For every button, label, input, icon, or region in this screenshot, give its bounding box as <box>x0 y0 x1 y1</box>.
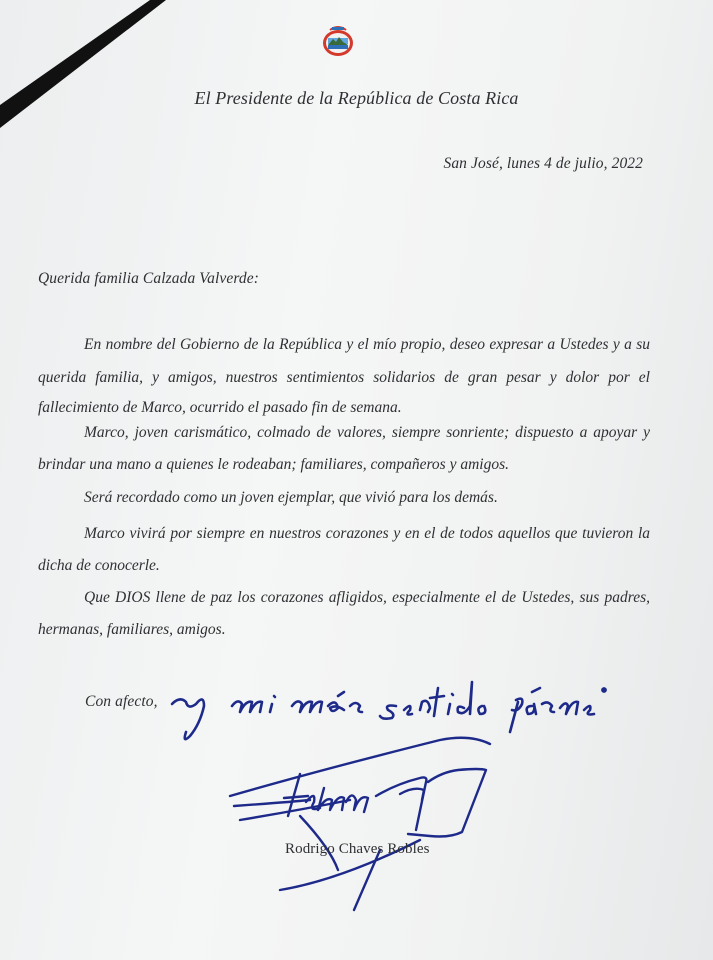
body-paragraph-2 <box>38 418 650 479</box>
handwritten-note <box>160 660 620 750</box>
paragraph-line: dicha de conocerle. <box>38 557 160 574</box>
letterhead-title: El Presidente de la República de Costa Rica <box>194 88 519 108</box>
body-paragraph-1 <box>38 330 650 422</box>
letter-date: San José, lunes 4 de julio, 2022 <box>443 155 643 172</box>
body-paragraph-4 <box>38 519 650 580</box>
signatory-name: Rodrigo Chaves Robles <box>285 841 430 857</box>
body-paragraph-3 <box>38 483 650 512</box>
costa-rica-coat-of-arms-icon <box>314 18 362 66</box>
signature <box>180 730 520 920</box>
paragraph-line: brindar una mano a quienes le rodeaban; familiares, compañeros y amigos. <box>38 456 509 473</box>
letter-closing: Con afecto, <box>85 693 158 710</box>
paragraph-line: fallecimiento de Marco, ocurrido el pasado fin de semana. <box>38 399 402 416</box>
body-paragraph-5 <box>38 583 650 644</box>
paragraph-line: En nombre del Gobierno de la República y el mío propio, deseo expresar a Ustedes y a su <box>84 336 650 353</box>
paragraph-line: Marco, joven carismático, colmado de valores, siempre sonriente; dispuesto a apoyar y <box>84 424 650 441</box>
paragraph-line: hermanas, familiares, amigos. <box>38 621 226 638</box>
paragraph-line: Que DIOS llene de paz los corazones afligidos, especialmente el de Ustedes, sus padres, <box>84 589 650 606</box>
paragraph-line: Marco vivirá por siempre en nuestros corazones y en el de todos aquellos que tuvieron la <box>84 525 650 542</box>
letter-greeting: Querida familia Calzada Valverde: <box>38 270 259 287</box>
paragraph-line: querida familia, y amigos, nuestros sentimientos solidarios de gran pesar y dolor por el <box>38 369 650 386</box>
paragraph-line: Será recordado como un joven ejemplar, que vivió para los demás. <box>84 489 498 506</box>
